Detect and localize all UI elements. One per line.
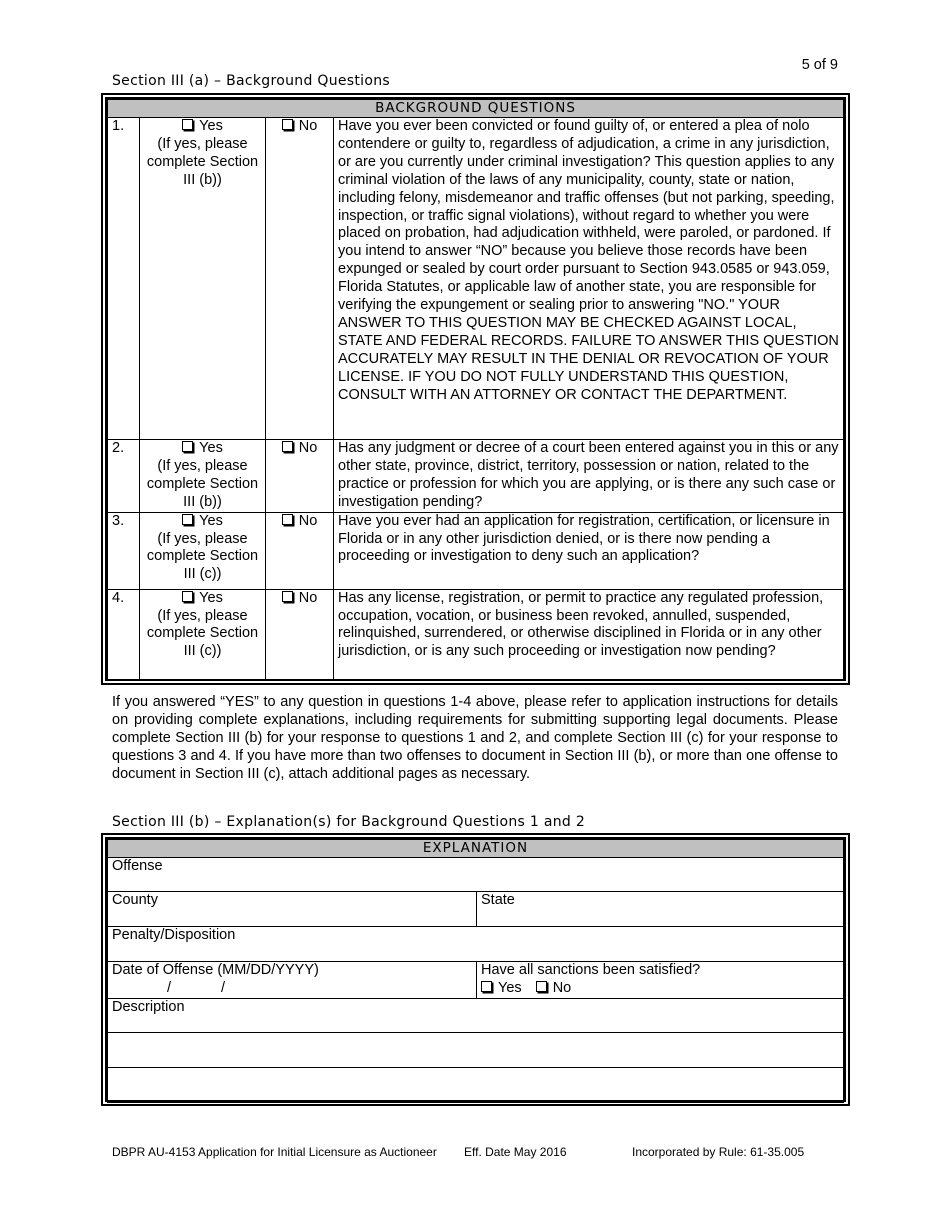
question-number: 1.: [108, 118, 140, 440]
no-checkbox[interactable]: [282, 441, 293, 452]
question-row-3: [108, 512, 844, 589]
sanctions-yes-checkbox[interactable]: [481, 981, 492, 992]
no-option: [266, 118, 334, 440]
no-option: [266, 589, 334, 679]
description-label: Description: [112, 998, 185, 1015]
footer-eff-date: Eff. Date May 2016: [464, 1145, 567, 1159]
penalty-field[interactable]: [108, 927, 844, 962]
question-row-2: [108, 440, 844, 513]
section-a-title: Section III (a) – Background Questions: [112, 73, 390, 89]
page-number: 5 of 9: [801, 57, 838, 73]
yes-note: (If yes, please complete Section III (b)): [146, 135, 259, 188]
no-label: No: [298, 512, 318, 529]
background-questions-frame: [101, 93, 850, 685]
yes-note: (If yes, please complete Section III (b)): [146, 457, 259, 510]
yes-option: [140, 589, 266, 679]
state-label: State: [481, 892, 515, 908]
yes-option: [140, 440, 266, 513]
no-checkbox[interactable]: [282, 119, 293, 130]
question-text: Have you ever had an application for registration, certification, or licensure in Florida or in any other jurisdiction denied, or is there now pending a proceeding or investigation to deny such an application?: [334, 512, 844, 589]
no-option: [266, 440, 334, 513]
explanation-header: EXPLANATION: [108, 840, 844, 858]
background-questions-table: [107, 99, 844, 680]
explanation-frame: [101, 833, 850, 1106]
yes-checkbox[interactable]: [182, 514, 193, 525]
no-option: [266, 512, 334, 589]
date-of-offense-label: Date of Offense (MM/DD/YYYY): [112, 962, 319, 978]
no-label: No: [298, 440, 318, 456]
yes-label: Yes: [199, 118, 223, 134]
yes-checkbox[interactable]: [182, 591, 193, 602]
date-separator-2: /: [221, 979, 226, 996]
offense-field[interactable]: [108, 858, 844, 892]
county-label: County: [112, 892, 158, 908]
explanation-table: [107, 839, 844, 1103]
instructions-paragraph: If you answered “YES” to any question in questions 1-4 above, please refer to application instructions for details on providing complete explanations, including requirements for submitting supporting legal documents. Please complete Section III (b) for your response to questions 1 and 2, and complete Section III (c) for your response to questions 3 and 4. If you have more than two offenses to document in Section III (b), or more than one offense to document in Section III (c), attach additional pages as necessary.: [112, 694, 838, 782]
question-row-4: [108, 589, 844, 679]
question-number: 2.: [108, 440, 140, 513]
date-separator-1: /: [167, 979, 172, 996]
yes-checkbox[interactable]: [182, 119, 193, 130]
yes-checkbox[interactable]: [182, 441, 193, 452]
no-checkbox[interactable]: [282, 514, 293, 525]
footer-form-name: DBPR AU-4153 Application for Initial Licensure as Auctioneer: [112, 1145, 437, 1159]
yes-label: Yes: [199, 440, 223, 456]
question-text: Has any judgment or decree of a court been entered against you in this or any other state, province, district, territory, possession or nation, related to the practice or profession for which you are applying, or is there any such case or investigation pending?: [334, 440, 844, 513]
sanctions-no-checkbox[interactable]: [536, 981, 547, 992]
no-label: No: [298, 118, 318, 134]
yes-note: (If yes, please complete Section III (c)): [146, 607, 259, 660]
no-label: No: [298, 589, 318, 606]
question-number: 4.: [108, 589, 140, 679]
question-text: Have you ever been convicted or found guilty of, or entered a plea of nolo contendere or guilty to, regardless of adjudication, a crime in any jurisdiction, or are you currently under criminal investigation? This question applies to any criminal violation of the laws of any municipality, county, state or nation, including felony, misdemeanor and traffic offenses (but not parking, speeding, inspection, or traffic signal violations), without regard to whether you were placed on probation, had adjudication withheld, were paroled, or pardoned. If you intend to answer “NO” because you believe those records have been expunged or sealed by court order pursuant to Section 943.0585 or 943.059, Florida Statutes, or applicable law of another state, you are responsible for verifying the expungement or sealing prior to answering "NO." YOUR ANSWER TO THIS QUESTION MAY BE CHECKED AGAINST LOCAL, STATE AND FEDERAL RECORDS. FAILURE TO ANSWER THIS QUESTION ACCURATELY MAY RESULT IN THE DENIAL OR REVOCATION OF YOUR LICENSE. IF YOU DO NOT FULLY UNDERSTAND THIS QUESTION, CONSULT WITH AN ATTORNEY OR CONTACT THE DEPARTMENT.: [334, 118, 844, 440]
date-of-offense-field[interactable]: [108, 962, 477, 999]
section-b-title: Section III (b) – Explanation(s) for Background Questions 1 and 2: [112, 814, 586, 830]
description-field[interactable]: [108, 998, 844, 1032]
description-line[interactable]: [108, 1067, 844, 1102]
footer-rule: Incorporated by Rule: 61-35.005: [632, 1145, 805, 1159]
question-number: 3.: [108, 512, 140, 589]
description-line[interactable]: [108, 1032, 844, 1067]
yes-label: Yes: [199, 512, 223, 529]
sanctions-field: [477, 962, 844, 999]
offense-label: Offense: [112, 858, 163, 874]
sanctions-yes-label: Yes: [498, 979, 522, 996]
sanctions-no-label: No: [552, 979, 572, 996]
yes-label: Yes: [199, 589, 223, 606]
sanctions-label: Have all sanctions been satisfied?: [481, 962, 701, 978]
state-field[interactable]: [477, 892, 844, 927]
question-text: Has any license, registration, or permit to practice any regulated profession, occupation, vocation, or business been revoked, annulled, suspended, relinquished, surrendered, or otherwise disciplined in Florida or in any other jurisdiction, or is any such proceeding or investigation now pending?: [334, 589, 844, 679]
county-field[interactable]: [108, 892, 477, 927]
background-questions-header: BACKGROUND QUESTIONS: [108, 100, 844, 118]
yes-note: (If yes, please complete Section III (c)): [146, 530, 259, 583]
penalty-label: Penalty/Disposition: [112, 927, 236, 943]
question-row-1: [108, 118, 844, 440]
yes-option: [140, 118, 266, 440]
no-checkbox[interactable]: [282, 591, 293, 602]
yes-option: [140, 512, 266, 589]
